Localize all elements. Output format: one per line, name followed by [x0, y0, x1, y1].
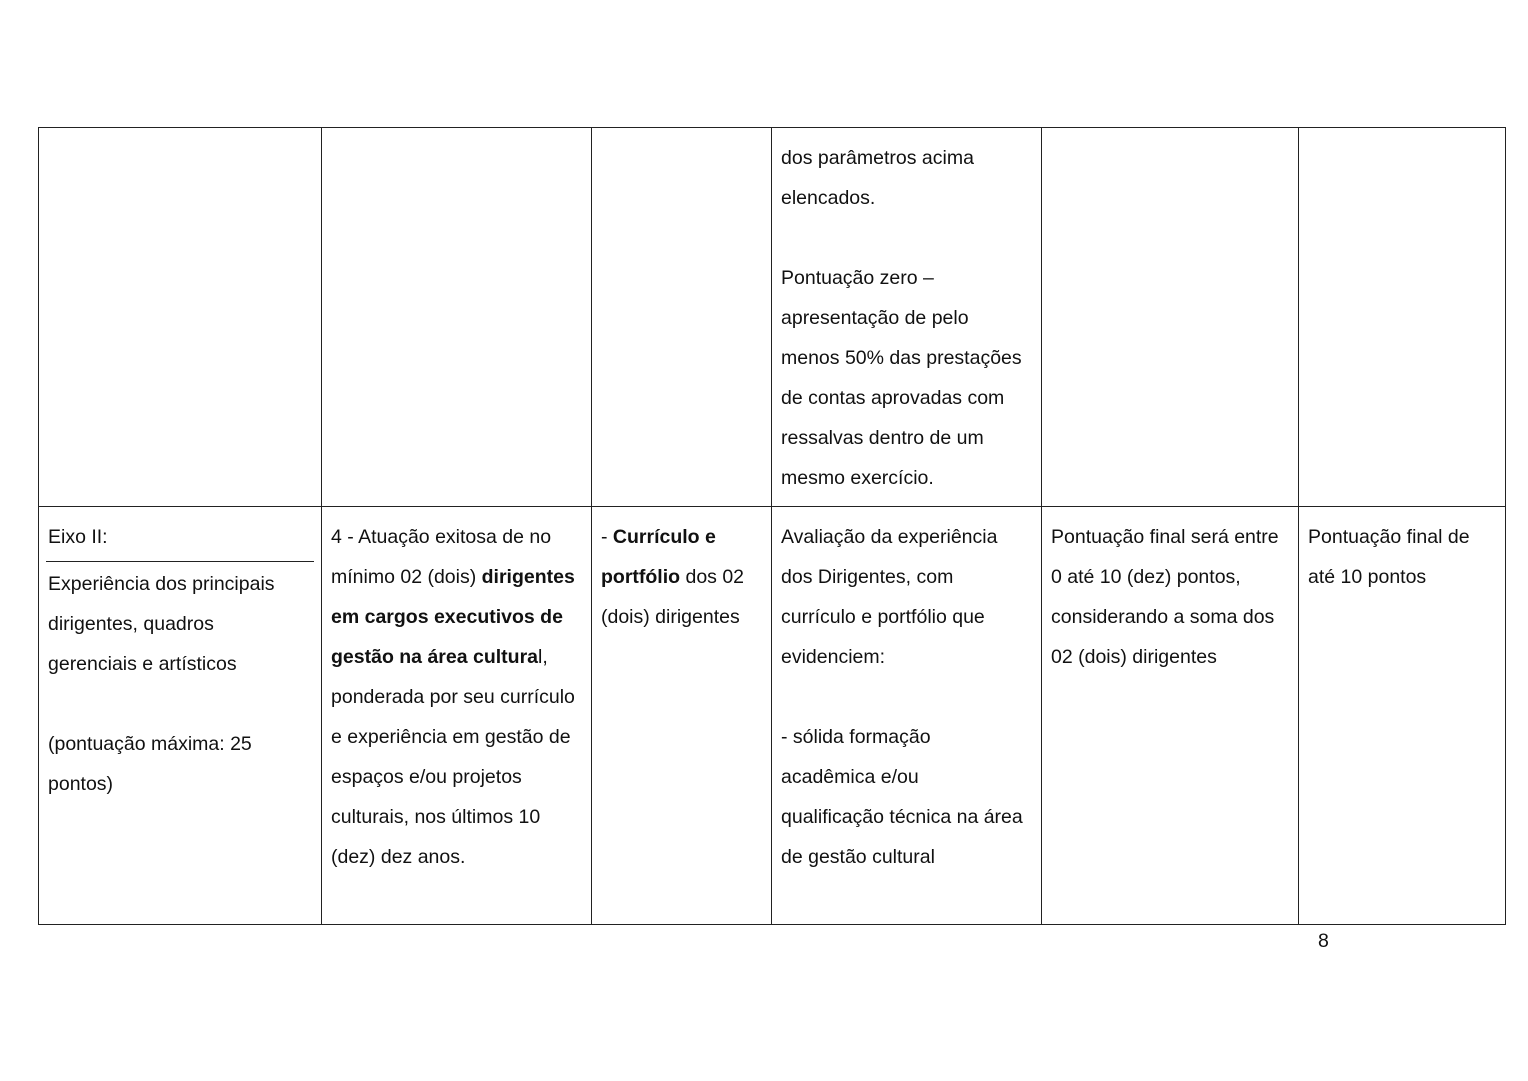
document-line: (dois) dirigentes: [601, 606, 740, 628]
cell-criteria-continuation: [772, 128, 1042, 507]
max-score-line: até 10 pontos: [1308, 566, 1427, 588]
item-line: culturais, nos últimos 10: [331, 806, 541, 828]
axis-line: pontos): [48, 773, 114, 795]
cell-item-empty: [322, 128, 592, 507]
score-line: 0 até 10 (dez) pontos,: [1051, 566, 1241, 588]
evaluation-criteria-table: [38, 127, 1506, 925]
cell-max-empty: [1299, 128, 1506, 507]
item-line: (dez) dez anos.: [331, 846, 466, 868]
score-line: Pontuação final será entre: [1051, 526, 1279, 548]
item-line: e experiência em gestão de: [331, 726, 571, 748]
axis-line: Experiência dos principais: [48, 573, 275, 595]
score-line: considerando a soma dos: [1051, 606, 1275, 628]
cell-axis-empty: [39, 128, 322, 507]
evaluation-line: currículo e portfólio que: [781, 606, 985, 628]
cell-document: [592, 507, 772, 925]
cell-score: [1042, 507, 1299, 925]
evaluation-line: - sólida formação: [781, 726, 931, 748]
criteria-line: Pontuação zero –: [781, 267, 934, 289]
criteria-line: ressalvas dentro de um: [781, 427, 984, 449]
page-number: 8: [1318, 930, 1329, 952]
evaluation-line: dos Dirigentes, com: [781, 566, 954, 588]
item-line: em cargos executivos de: [331, 606, 563, 628]
evaluation-line: qualificação técnica na área: [781, 806, 1023, 828]
criteria-line: apresentação de pelo: [781, 307, 969, 329]
cell-document-empty: [592, 128, 772, 507]
axis-title: Eixo II:: [48, 526, 108, 548]
evaluation-line: Avaliação da experiência: [781, 526, 998, 548]
axis-line: dirigentes, quadros: [48, 613, 214, 635]
cell-max-score: [1299, 507, 1506, 925]
cell-axis: [39, 507, 322, 925]
document-line: - Currículo e: [601, 526, 716, 548]
evaluation-line: de gestão cultural: [781, 846, 935, 868]
evaluation-line: acadêmica e/ou: [781, 766, 919, 788]
score-line: 02 (dois) dirigentes: [1051, 646, 1217, 668]
axis-divider: [46, 561, 314, 562]
document-line: portfólio dos 02: [601, 566, 745, 588]
cell-item: [322, 507, 592, 925]
item-line: 4 - Atuação exitosa de no: [331, 526, 552, 548]
max-score-line: Pontuação final de: [1308, 526, 1470, 548]
cell-evaluation: [772, 507, 1042, 925]
item-line: gestão na área cultural,: [331, 646, 548, 668]
criteria-line: de contas aprovadas com: [781, 387, 1005, 409]
item-line: espaços e/ou projetos: [331, 766, 522, 788]
cell-score-empty: [1042, 128, 1299, 507]
criteria-line: mesmo exercício.: [781, 467, 934, 489]
evaluation-line: evidenciem:: [781, 646, 886, 668]
criteria-line: elencados.: [781, 187, 876, 209]
criteria-line: dos parâmetros acima: [781, 147, 974, 169]
table-row-continuation: [39, 128, 1506, 507]
item-line: ponderada por seu currículo: [331, 686, 575, 708]
item-line: mínimo 02 (dois) dirigentes: [331, 566, 575, 588]
table-row-eixo-ii: [39, 507, 1506, 925]
criteria-line: menos 50% das prestações: [781, 347, 1022, 369]
axis-line: (pontuação máxima: 25: [48, 733, 252, 755]
axis-line: gerenciais e artísticos: [48, 653, 237, 675]
